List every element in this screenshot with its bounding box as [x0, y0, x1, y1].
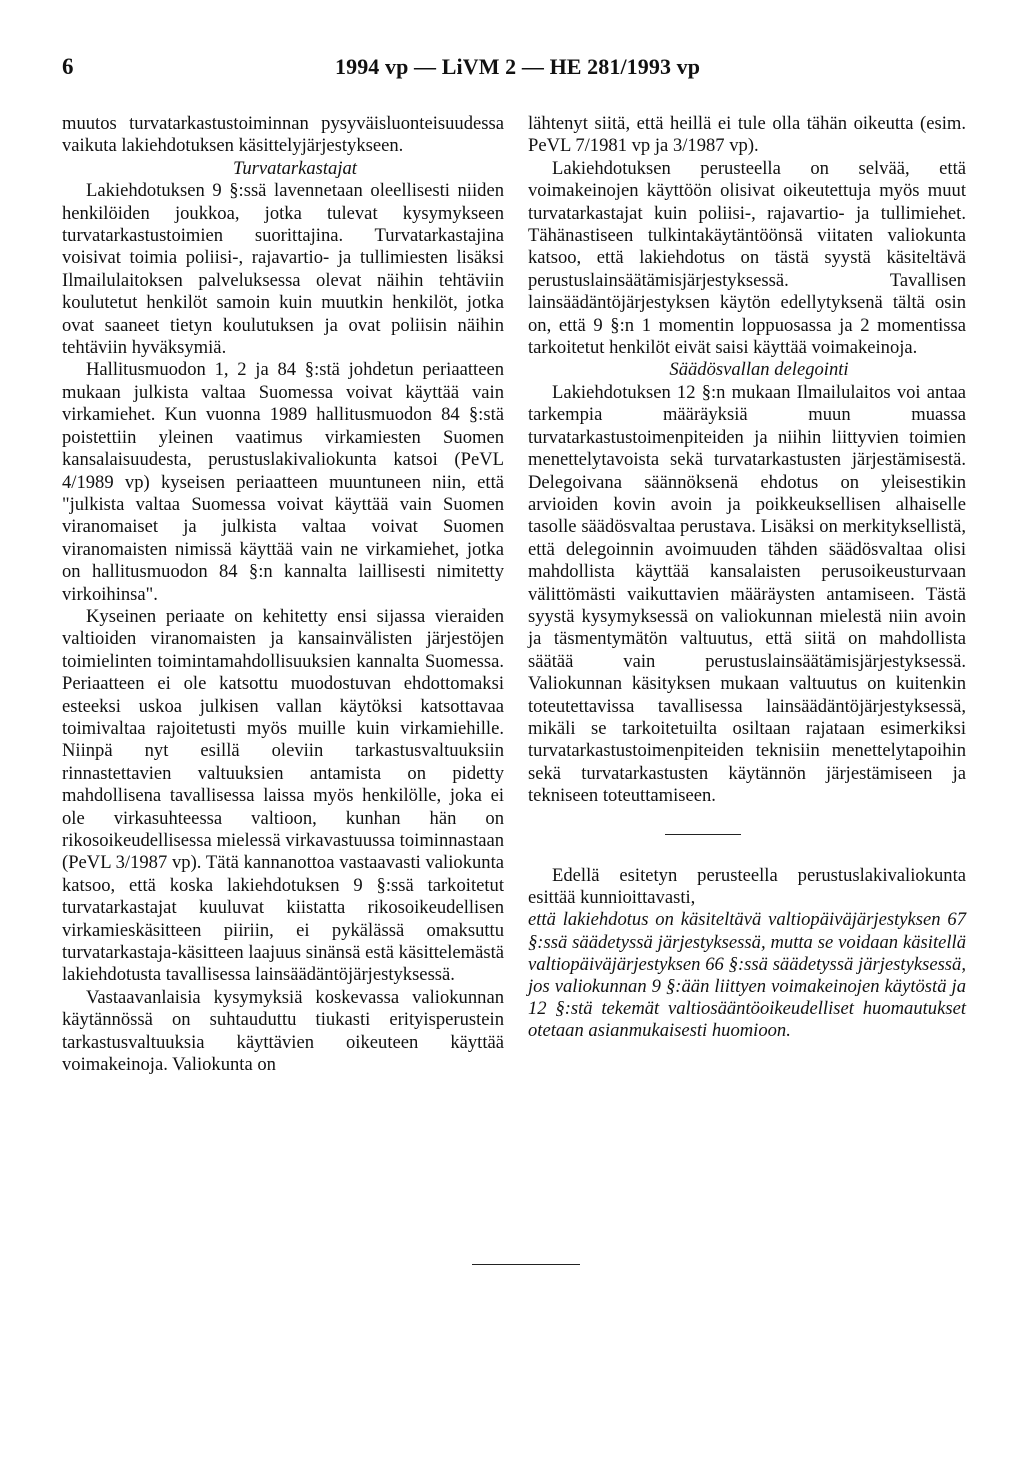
section-divider [665, 834, 741, 835]
spacer [528, 835, 966, 865]
left-column [62, 113, 504, 1076]
page-number: 6 [62, 54, 74, 79]
paragraph: Lakiehdotuksen 12 §:n mukaan Ilmailulaitos voi antaa tarkempia määräyksiä muun muassa turvatarkastustoimenpiteiden ja niihin liittyvien toimien menettelytavoista sekä turvatarkastusten järjestämisestä. Delegoivana säännöksenä ehdotus on yleisestikin arvioiden kovin avoin ja poikkeuksellisen alhaiselle tasolle säädösvaltaa perustava. Lisäksi on merkityksellistä, että delegoinnin avoimuuden tähden säädösvaltaa olisi mahdollista käyttää kansalaisten perusoikeusturvaan välittömästi vaikuttavien määräysten antamiseen. Tästä syystä kysymyksessä on valiokunnan mielestä niin avoin ja täsmentymätön valtuutus, että siitä on mahdollista säätää vain perustuslainsäätämisjärjestyksessä. Valiokunnan käsityksen mukaan valtuutus on kuitenkin toteutettavissa tavallisessa lainsäädäntöjärjestyksessä, mikäli se tarkoitetuilta osiltaan rajataan esimerkiksi turvatarkastustoimenpiteiden teknisiin menettelytapoihin sekä turvatarkastusten käytännön järjestämiseen ja tekniseen toteuttamiseen. [528, 381, 966, 807]
paragraph: lähtenyt siitä, että heillä ei tule olla tähän oikeutta (esim. PeVL 7/1981 vp ja 3/1987 vp). [528, 113, 966, 157]
paragraph: Lakiehdotuksen 9 §:ssä lavennetaan oleellisesti niiden henkilöiden joukkoa, jotka tulevat kysymykseen turvatarkastustoimien suorittajina. Turvatarkastajina voisivat toimia poliisi-, rajavartio- ja tullimiesten lisäksi Ilmailulaitoksen palveluksessa olevat näihin tehtäviin koulutetut henkilöt samoin kuin muutkin henkilöt, jotka ovat saaneet tietyn koulutuksen ja ovat poliisin näihin tehtäviin hyväksymiä. [62, 180, 504, 359]
paragraph: Edellä esitetyn perusteella perustuslakivaliokunta esittää kunnioittavasti, [528, 864, 966, 908]
proposal-statement: että lakiehdotus on käsiteltävä valtiopäiväjärjestyksen 67 §:ssä säädetyssä järjestyksessä, mutta se voidaan käsitellä valtiopäiväjärjestyksen 66 §:ssä säädetyssä järjestyksessä, jos valiokunnan 9 §:ään liittyen voimakeinojen käytöstä ja 12 §:stä tekemät valtiosääntöoikeudelliset huomautukset otetaan asianmukaisesti huomioon. [528, 909, 966, 1042]
section-heading: Turvatarkastajat [233, 157, 357, 179]
right-column [528, 113, 966, 1043]
paragraph: Lakiehdotuksen perusteella on selvää, että voimakeinojen käyttöön olisivat oikeutettuja myös muut turvatarkastajat kuin poliisi-, rajavartio- ja tullimiehet. Tähänastiseen tulkintakäytäntöönsä viitaten valiokunta katsoo, että lakiehdotus on tästä syystä käsiteltävä perustuslainsäätämisjärjestyksessä. Tavallisen lainsäädäntöjärjestyksen käytön edellytyksenä tältä osin on, että 9 §:n 1 momentin loppuosassa ja 2 momentissa tarkoitetut henkilöt eivät saisi käyttää voimakeinoja. [528, 157, 966, 359]
paragraph: Kyseinen periaate on kehitetty ensi sijassa vieraiden valtioiden viranomaisten ja kansainvälisten järjestöjen toimielinten toimintamahdollisuuksien kannalta Suomessa. Periaatteen ei ole katsottu muodostuvan ehdottomaksi esteeksi uskoa julkisen vallan käytöksi katsottavaa toimivaltaa rajoitetusti myös muille kuin virkamiehille. Niinpä nyt esillä oleviin tarkastusvaltuuksiin rinnastettavien valtuuksien antamista on pidetty mahdollisena tavallisessa laissa myös henkilölle, joka ei ole virkasuhteessa valtioon, kunhan hän on rikosoikeudellisessa mielessä virkavastuussa toiminnastaan (PeVL 3/1987 vp). Tätä kannanottoa vastaavasti valiokunta katsoo, että koska lakiehdotuksen 9 §:ssä tarkoitetut turvatarkastajat kuuluvat kiistatta rikosoikeudellisen virkamieskäsitteen piiriin, ei pykälässä omaksuttu turvatarkastaja-käsitteen laajuus sinänsä estä käsittelemästä lakiehdotusta tavallisessa lainsäädäntöjärjestyksessä. [62, 605, 504, 986]
paragraph: muutos turvatarkastustoiminnan pysyväisluonteisuudessa vaikuta lakiehdotuksen käsittelyjärjestykseen. [62, 113, 504, 157]
section-heading: Säädösvallan delegointi [669, 359, 849, 381]
running-header: 1994 vp — LiVM 2 — HE 281/1993 vp [335, 54, 701, 79]
paragraph: Vastaavanlaisia kysymyksiä koskevassa valiokunnan käytännössä on suhtauduttu tiukasti erityisperustein tarkastusvaltuuksia käyttävien oikeuteen käyttää voimakeinoja. Valiokunta on [62, 986, 504, 1076]
end-divider [472, 1264, 580, 1265]
paragraph: Hallitusmuodon 1, 2 ja 84 §:stä johdetun periaatteen mukaan julkista valtaa Suomessa voivat käyttää vain virkamiehet. Kun vuonna 1989 hallitusmuodon 84 §:stä poistettiin yleinen vaatimus virkamiesten Suomen kansalaisuudesta, perustuslakivaliokunta katsoi (PeVL 4/1989 vp) kyseisen periaatteen muuntuneen niin, että "julkista valtaa Suomessa voivat käyttää vain Suomen viranomaiset ja julkista valtaa voivat Suomen viranomaisten nimissä käyttää vain ne virkamiehet, jotka on hallitusmuodon 84 §:n kannalta laillisesti nimitetty virkoihinsa". [62, 359, 504, 605]
